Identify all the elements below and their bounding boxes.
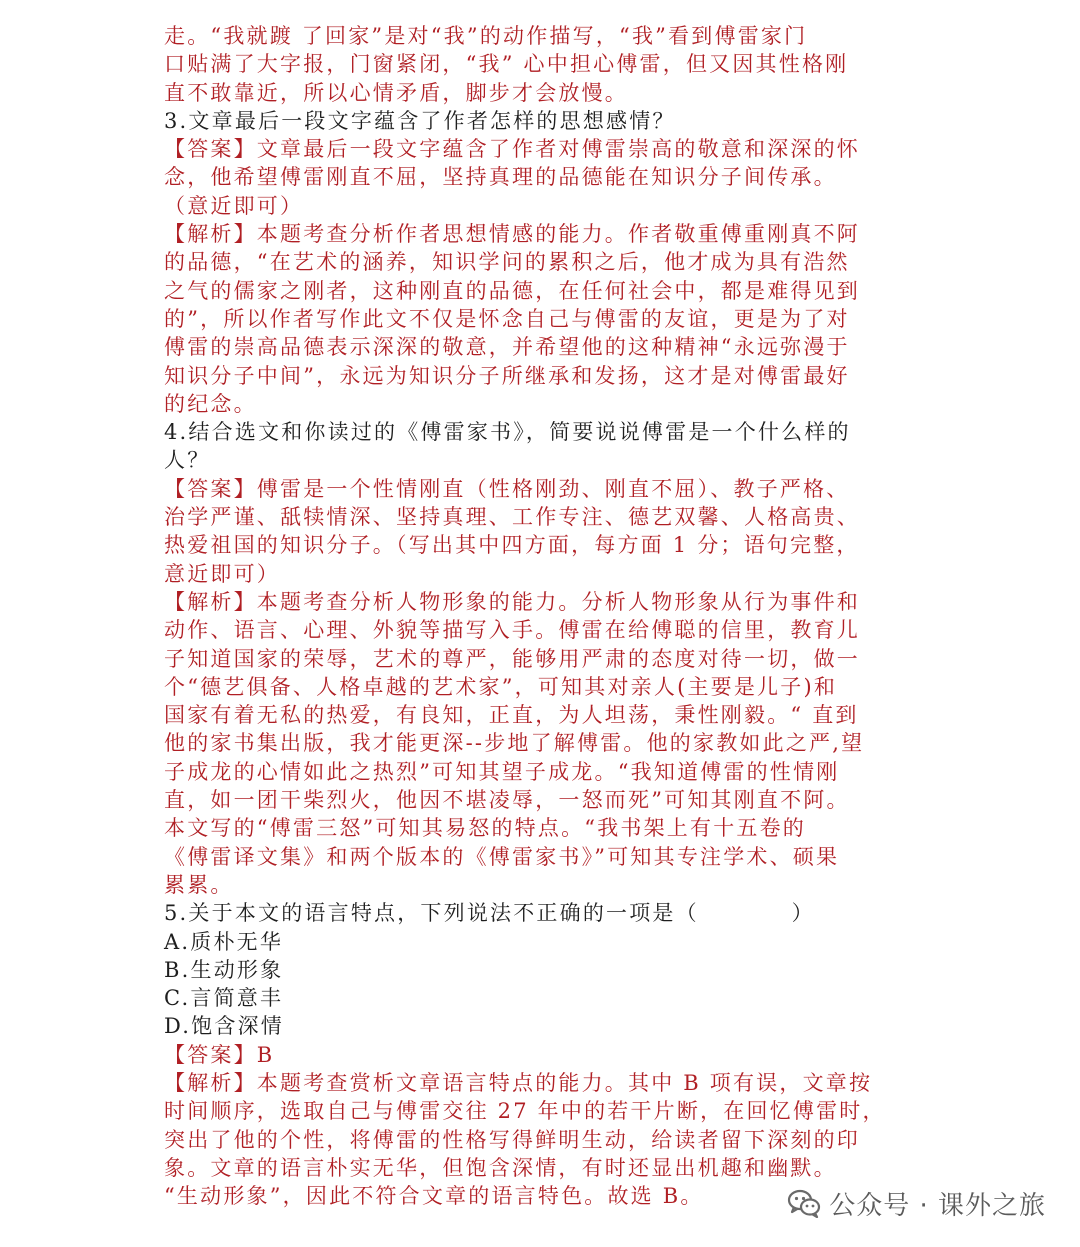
- answer-3: 【答案】文章最后一段文字蕴含了作者对傅雷崇高的敬意和深深的怀: [164, 137, 860, 162]
- wechat-icon: [787, 1188, 821, 1218]
- text-line: 意近即可）: [164, 561, 280, 586]
- text-line: 走。“我就踱 了回家”是对“我”的动作描写，“我”看到傅雷家门: [164, 24, 808, 48]
- text-line: 象。文章的语言朴实无华，但饱含深情，有时还显出机趣和幽默。: [164, 1155, 837, 1180]
- analysis-5: 【解析】本题考查赏析文章语言特点的能力。其中 B 项有误，文章按: [164, 1070, 873, 1095]
- text-line: “生动形象”，因此不符合文章的语言特色。故选 B。: [164, 1184, 704, 1209]
- text-line: 傅雷的崇高品德表示深深的敬意，并希望他的这种精神“永远弥漫于: [164, 335, 850, 360]
- text-line: 直不敢靠近，所以心情矛盾，脚步才会放慢。: [164, 80, 628, 105]
- text-line: 的品德，“在艺术的涵养，知识学问的累积之后，他才成为具有浩然: [164, 250, 850, 275]
- text-line: 知识分子中间”，永远为知识分子所继承和发扬，这才是对傅雷最好: [164, 363, 850, 388]
- text-line: 动作、语言、心理、外貌等描写入手。傅雷在给傅聪的信里，教育儿: [164, 618, 860, 643]
- option-b: B.生动形象: [164, 957, 284, 982]
- option-a: A.质朴无华: [164, 929, 284, 954]
- text-line: （意近即可）: [164, 193, 304, 218]
- text-line: 口贴满了大字报，门窗紧闭，“我” 心中担心傅雷，但又因其性格刚: [164, 52, 849, 77]
- option-c: C.言简意丰: [164, 986, 284, 1011]
- analysis-4: 【解析】本题考查分析人物形象的能力。分析人物形象从行为事件和: [164, 589, 860, 614]
- text-line: 直，如一团干柴烈火，他因不堪凌辱，一怒而死”可知其刚直不阿。: [164, 788, 850, 813]
- text-line: 累累。: [164, 872, 234, 897]
- watermark: [787, 1186, 1046, 1220]
- document-body: [164, 22, 924, 1210]
- analysis-3: 【解析】本题考查分析作者思想情感的能力。作者敬重傅重刚真不阿: [164, 222, 860, 247]
- question-4: 4.结合选文和你读过的《傅雷家书》，简要说说傅雷是一个什么样的: [164, 420, 851, 445]
- text-line: 本文写的“傅雷三怒”可知其易怒的特点。“我书架上有十五卷的: [164, 816, 807, 841]
- text-line: 子成龙的心情如此之热烈”可知其望子成龙。“我知道傅雷的性情刚: [164, 759, 840, 784]
- text-line: 突出了他的个性，将傅雷的性格写得鲜明生动，给读者留下深刻的印: [164, 1127, 860, 1152]
- text-line: 个“德艺俱备、人格卓越的艺术家”，可知其对亲人(主要是儿子)和: [164, 674, 838, 699]
- question-3: 3.文章最后一段文字蕴含了作者怎样的思想感情？: [164, 108, 676, 133]
- text-line: 国家有着无私的热爱，有良知，正直，为人坦荡，秉性刚毅。“ 直到: [164, 703, 859, 728]
- text-line: 《傅雷译文集》和两个版本的《傅雷家书》”可知其专注学术、硕果: [164, 844, 840, 869]
- watermark-text: 公众号 · 课外之旅: [829, 1190, 1046, 1221]
- question-5: 5.关于本文的语言特点，下列说法不正确的一项是（ ）: [164, 901, 815, 926]
- text-line: 时间顺序，选取自己与傅雷交往 27 年中的若干片断，在回忆傅雷时，: [164, 1099, 886, 1124]
- text-line: 热爱祖国的知识分子。（写出其中四方面，每方面 1 分；语句完整，: [164, 533, 860, 558]
- text-line: 的”，所以作者写作此文不仅是怀念自己与傅雷的友谊，更是为了对: [164, 306, 850, 331]
- text-line: 的纪念。: [164, 391, 257, 416]
- answer-5: 【答案】B: [164, 1042, 275, 1067]
- text-line: 子知道国家的荣辱，艺术的尊严，能够用严肃的态度对待一切，做一: [164, 646, 860, 671]
- text-line: 人？: [164, 448, 211, 473]
- text-line: 之气的儒家之刚者，这种刚直的品德，在任何社会中，都是难得见到: [164, 278, 860, 303]
- text-line: 念，他希望傅雷刚直不屈，坚持真理的品德能在知识分子间传承。: [164, 165, 837, 190]
- text-line: 他的家书集出版，我才能更深--步地了解傅雷。他的家教如此之严,望: [164, 731, 865, 756]
- option-d: D.饱含深情: [164, 1014, 284, 1039]
- text-line: 治学严谨、舐犊情深、坚持真理、工作专注、德艺双馨、人格高贵、: [164, 505, 860, 530]
- answer-4: 【答案】傅雷是一个性情刚直（性格刚劲、刚直不屈）、教子严格、: [164, 476, 850, 501]
